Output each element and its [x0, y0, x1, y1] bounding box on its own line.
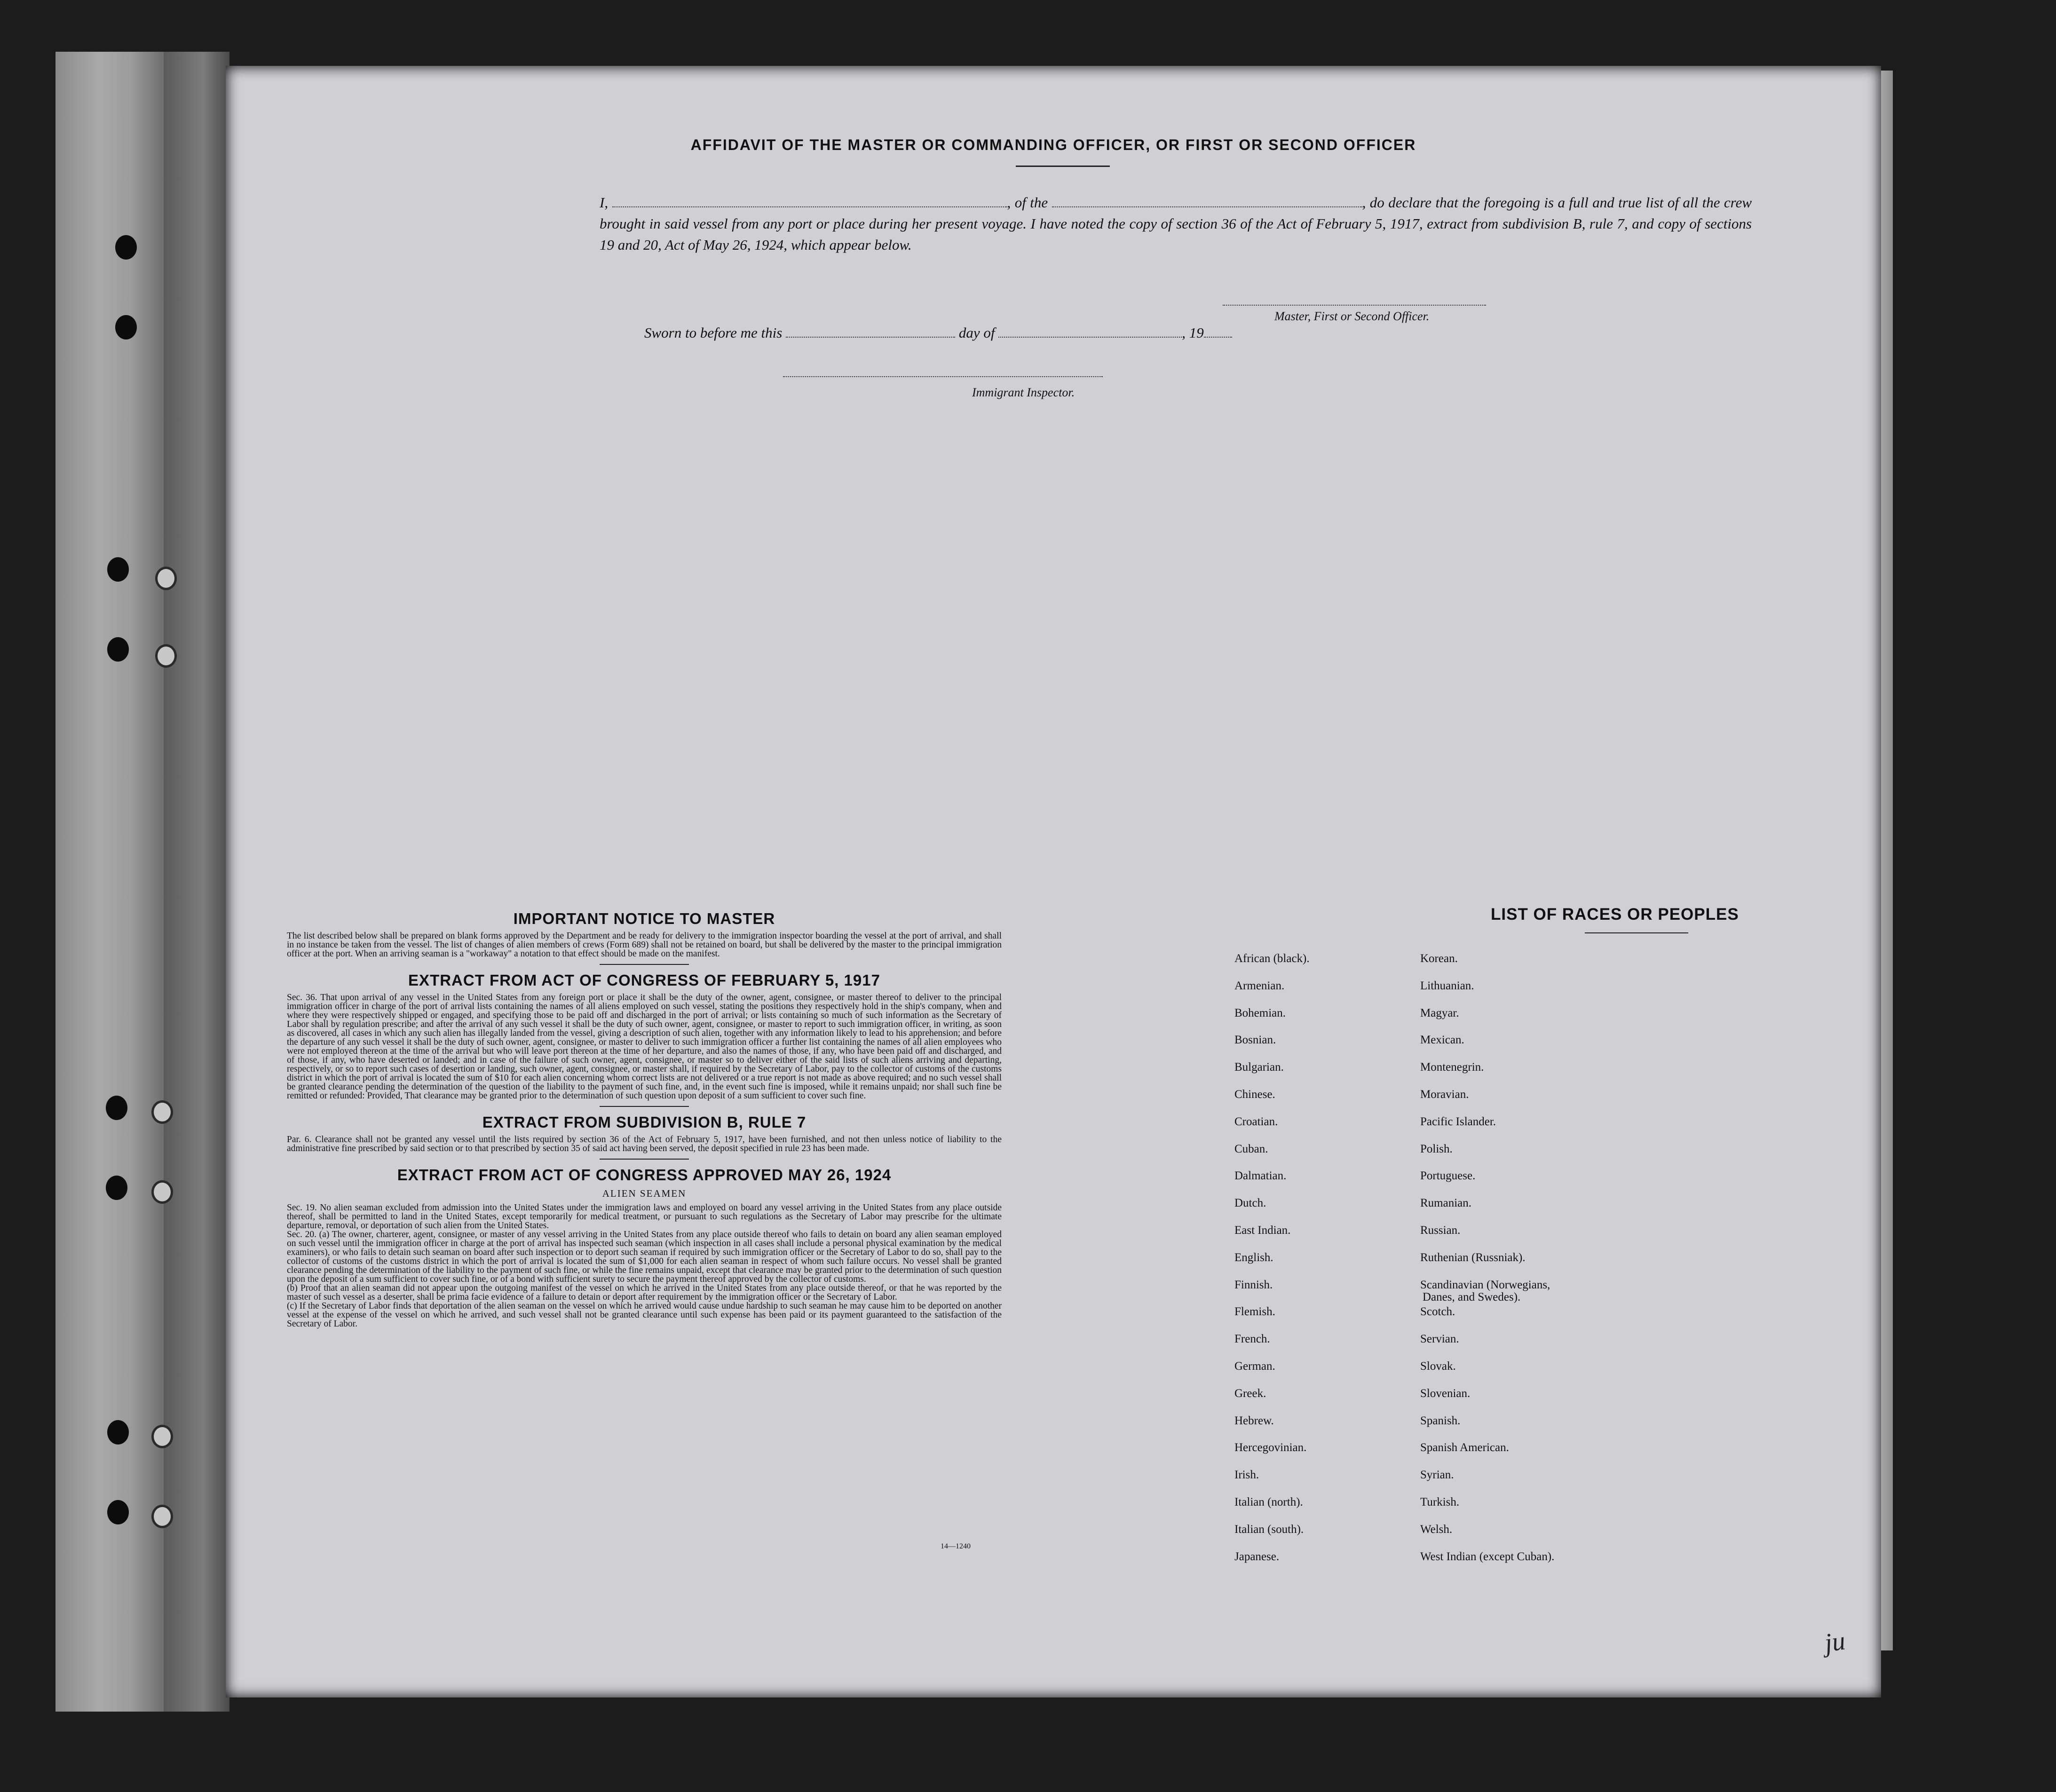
- race-entry: Finnish.: [1234, 1278, 1273, 1291]
- race-entry: Magyar.: [1420, 1006, 1459, 1019]
- binder-strip-left: [55, 52, 164, 1712]
- year-prefix: , 19: [1182, 324, 1204, 341]
- punch-hole: [106, 1096, 127, 1120]
- of-the-label: , of the: [1007, 194, 1048, 211]
- race-entry: Spanish.: [1420, 1414, 1461, 1427]
- race-entry: Dalmatian.: [1234, 1169, 1287, 1183]
- race-entry: German.: [1234, 1360, 1275, 1373]
- race-entry: Lithuanian.: [1420, 979, 1474, 992]
- extract-1917-body: Sec. 36. That upon arrival of any vessel in the United States from any foreign port or place it shall be the duty of the owner, agent, consignee, or master thereof to deliver to the principal immigration officer in charge of the port of arrival lists containing the names of all aliens employed on such vessel, stating the positions they respectively hold in the ship's company, when and where they were respectively shipped or engaged, and specifying those to be paid off and discharged in the port of arrival; or lists containing so much of such information as the Secretary of Labor shall by regulation prescribe; and after the arrival of any such vessel it shall be the duty of such owner, agent, consignee, or master to report to such immigration officer, in writing, as soon as discovered, all cases in which any such alien has illegally landed from the vessel, giving a description of such alien, together with any information likely to lead to his apprehension; and before the departure of any such vessel it shall be the duty of such owner, agent, consignee, or master to deliver to such immigration officer a further list containing the names of all alien employees who were not employed thereon at the time of the arrival but who will leave port thereon at the time of her departure, and also the names of those, if any, who have been paid off and discharged, and of those, if any, who have deserted or landed; and in case of the failure of such owner, agent, consignee, or master so to deliver either of the said lists of such aliens arriving and departing, respectively, or so to report such cases of desertion or landing, such owner, agent, consignee, or master shall, if required by the Secretary of Labor, pay to the collector of customs of the customs district in which the port of arrival is located the sum of $10 for each alien concerning whom correct lists are not delivered or a true report is not made as above required; and no such vessel shall be granted clearance pending the determination of the question of the liability to the payment of such fine, and, in the event such fine is imposed, while it remains unpaid; nor shall such fine be remitted or refunded: Provided, That clearance may be granted prior to the determination of such question upon deposit of a sum sufficient to cover such fine.: [287, 993, 1002, 1101]
- section-19-text: Sec. 19. No alien seaman excluded from admission into the United States under the immigration laws and employed on board any vessel arriving in the United States from any place outside thereof, shall be permitted to land in the United States, except temporarily for medical treatment, or pursuant to such regulations as the Secretary of Labor may prescribe for the ultimate departure, removal, or deportation of such alien from the United States.: [287, 1203, 1002, 1231]
- day-of-label: day of: [958, 324, 995, 341]
- race-entry: Dutch.: [1234, 1197, 1266, 1210]
- race-entry: Danes, and Swedes).: [1423, 1290, 1521, 1303]
- race-entry: Servian.: [1420, 1333, 1459, 1346]
- punch-hole: [106, 1176, 127, 1200]
- section-20a-text: Sec. 20. (a) The owner, charterer, agent, consignee, or master of any vessel arriving in the United States from any place outside thereof who fails to detain on board any alien seaman employed on such vessel until the immigration officer in charge at the port of arrival has inspected such seaman (which inspection in all cases shall include a personal physical examination by the medical examiners), or who fails to detain such seaman on board after such inspection or to deport such seaman if required by such immigration officer or the Secretary of Labor to do so, shall pay to the collector of customs of the customs district in which the port of arrival is located the sum of $1,000 for each alien seaman in respect of whom such failure occurs. No vessel shall be granted clearance pending the determination of the liability to the payment of such fine, or while the fine remains unpaid, except that clearance may be granted prior to the determination of such question upon the deposit of a sum sufficient to cover such fine, or of a bond with sufficient surety to secure the payment thereof approved by the collector of customs.: [287, 1230, 1002, 1284]
- sworn-prefix: Sworn to before me this: [644, 324, 783, 341]
- declaration-body: that the foregoing is a full and true list of all the crew brought in said vessel from any port or place during her present voyage. I have noted the copy of section 36 of the Act of February 5, 1917, extract from subdivision B, rule 7, and copy of sections 19 and 20, Act of May 26, 1924, which appear below.: [600, 194, 1752, 253]
- punch-hole: [107, 557, 129, 582]
- race-entry: Italian (north).: [1234, 1496, 1303, 1508]
- punch-hole-ring: [151, 1180, 173, 1204]
- sworn-month-blank[interactable]: [998, 325, 1182, 338]
- alien-seamen-subtitle: ALIEN SEAMEN: [602, 1188, 687, 1199]
- race-entry: Japanese.: [1234, 1550, 1280, 1563]
- name-blank[interactable]: [612, 195, 1007, 207]
- title-rule: [1016, 166, 1110, 167]
- legal-notices: [287, 910, 1002, 1328]
- master-signature-label: Master, First or Second Officer.: [1274, 309, 1430, 323]
- race-entry: Scandinavian (Norwegians,: [1420, 1278, 1550, 1291]
- race-entry: Rumanian.: [1420, 1197, 1472, 1210]
- binder-edge-left: [164, 52, 229, 1712]
- races-list-title: LIST OF RACES OR PEOPLES: [1491, 905, 1739, 924]
- sworn-line: [644, 324, 1232, 341]
- races-title-rule: [1585, 932, 1688, 933]
- section-20c-text: (c) If the Secretary of Labor finds that deportation of the alien seaman on the vessel on which he arrived would cause undue hardship to such seaman he may cause him to be deported on another vessel at the expense of the vessel on which he arrived, and such vessel shall not be granted clearance until such expense has been paid or its payment guaranteed to the satisfaction of the Secretary of Labor.: [287, 1301, 1002, 1329]
- form-page: [226, 66, 1881, 1697]
- race-entry: Ruthenian (Russniak).: [1420, 1251, 1526, 1264]
- punch-hole: [115, 235, 137, 260]
- race-entry: Syrian.: [1420, 1468, 1454, 1482]
- extract-1924-title: EXTRACT FROM ACT OF CONGRESS APPROVED MAY 26, 1924: [397, 1166, 892, 1184]
- section-20b-text: (b) Proof that an alien seaman did not appear upon the outgoing manifest of the vessel on which he arrived in the United States from any place outside thereof, or that he was reported by the master of such vessel as a deserter, shall be prima facie evidence of a failure to detain or deport after requirement by the immigration officer or the Secretary of Labor.: [287, 1283, 1002, 1302]
- race-entry: Hebrew.: [1234, 1414, 1274, 1427]
- i-label: I,: [600, 194, 609, 211]
- notice-title: IMPORTANT NOTICE TO MASTER: [513, 910, 775, 927]
- inspector-label: Immigrant Inspector.: [972, 386, 1075, 399]
- race-entry: Slovenian.: [1420, 1387, 1471, 1400]
- do-declare-label: , do declare: [1362, 194, 1432, 211]
- race-entry: African (black).: [1234, 952, 1310, 965]
- race-entry: Polish.: [1420, 1142, 1453, 1155]
- extract-rule7-body: Par. 6. Clearance shall not be granted any vessel until the lists required by section 36 of the Act of February 5, 1917, have been furnished, and not then unless notice of liability to the administrative fine prescribed by said section or to that prescribed by section 35 of said act having been served, the deposit specified in rule 23 has been made.: [287, 1135, 1002, 1153]
- section-rule: [600, 1106, 689, 1107]
- section-rule: [600, 964, 689, 965]
- race-entry: Irish.: [1234, 1468, 1259, 1482]
- race-entry: East Indian.: [1234, 1224, 1291, 1237]
- race-entry: Mexican.: [1420, 1034, 1464, 1047]
- extract-1917-title: EXTRACT FROM ACT OF CONGRESS OF FEBRUARY 5, 1917: [408, 971, 880, 989]
- race-entry: Bosnian.: [1234, 1034, 1276, 1047]
- vessel-blank[interactable]: [1052, 195, 1362, 207]
- punch-hole-ring: [151, 1425, 173, 1448]
- race-entry: French.: [1234, 1333, 1270, 1346]
- punch-hole-ring: [151, 1505, 173, 1528]
- race-entry: Portuguese.: [1420, 1169, 1476, 1183]
- race-entry: Croatian.: [1234, 1115, 1278, 1128]
- race-entry: West Indian (except Cuban).: [1420, 1550, 1555, 1563]
- race-entry: Russian.: [1420, 1224, 1461, 1237]
- race-entry: Chinese.: [1234, 1088, 1275, 1101]
- punch-hole-ring: [155, 644, 177, 668]
- race-entry: Montenegrin.: [1420, 1061, 1484, 1074]
- race-entry: Flemish.: [1234, 1305, 1275, 1318]
- declaration-text: [600, 192, 1752, 255]
- race-entry: Armenian.: [1234, 979, 1285, 992]
- race-entry: Greek.: [1234, 1387, 1266, 1400]
- punch-hole: [107, 637, 129, 662]
- inspector-signature-line[interactable]: [783, 376, 1103, 377]
- extract-rule7-title: EXTRACT FROM SUBDIVISION B, RULE 7: [482, 1113, 807, 1131]
- punch-hole: [107, 1420, 129, 1445]
- race-entry: Cuban.: [1234, 1142, 1268, 1155]
- form-number: 14—1240: [941, 1542, 971, 1550]
- section-rule: [600, 1159, 689, 1160]
- punch-hole-ring: [151, 1100, 173, 1124]
- race-entry: Korean.: [1420, 952, 1458, 965]
- race-entry: Turkish.: [1420, 1496, 1460, 1508]
- race-entry: Italian (south).: [1234, 1523, 1304, 1536]
- race-entry: Pacific Islander.: [1420, 1115, 1496, 1128]
- sworn-year-blank[interactable]: [1204, 325, 1232, 338]
- race-entry: Bohemian.: [1234, 1006, 1286, 1019]
- punch-hole: [115, 315, 137, 339]
- punch-hole: [107, 1500, 129, 1524]
- race-entry: Moravian.: [1420, 1088, 1469, 1101]
- race-entry: Bulgarian.: [1234, 1061, 1284, 1074]
- punch-hole-ring: [155, 567, 177, 590]
- race-entry: English.: [1234, 1251, 1273, 1264]
- race-entry: Spanish American.: [1420, 1441, 1509, 1454]
- race-entry: Hercegovinian.: [1234, 1441, 1307, 1454]
- race-entry: Scotch.: [1420, 1305, 1455, 1318]
- race-entry: Welsh.: [1420, 1523, 1453, 1536]
- affidavit-title: AFFIDAVIT OF THE MASTER OR COMMANDING OFFICER, OR FIRST OR SECOND OFFICER: [690, 136, 1416, 153]
- race-entry: Slovak.: [1420, 1360, 1456, 1373]
- master-signature-line[interactable]: [1223, 305, 1486, 306]
- handwritten-initials: ju: [1822, 1626, 1847, 1658]
- sworn-day-blank[interactable]: [786, 325, 955, 338]
- notice-body: The list described below shall be prepared on blank forms approved by the Department and be ready for delivery to the immigration inspector boarding the vessel at the port of arrival, and shall in no instance be taken from the vessel. The list of changes of alien members of crews (Form 689) shall not be retained on board, but shall be delivered by the master to the principal immigration officer at the port. When an arriving seaman is a "workaway" a notation to that effect should be made on the manifest.: [287, 931, 1002, 959]
